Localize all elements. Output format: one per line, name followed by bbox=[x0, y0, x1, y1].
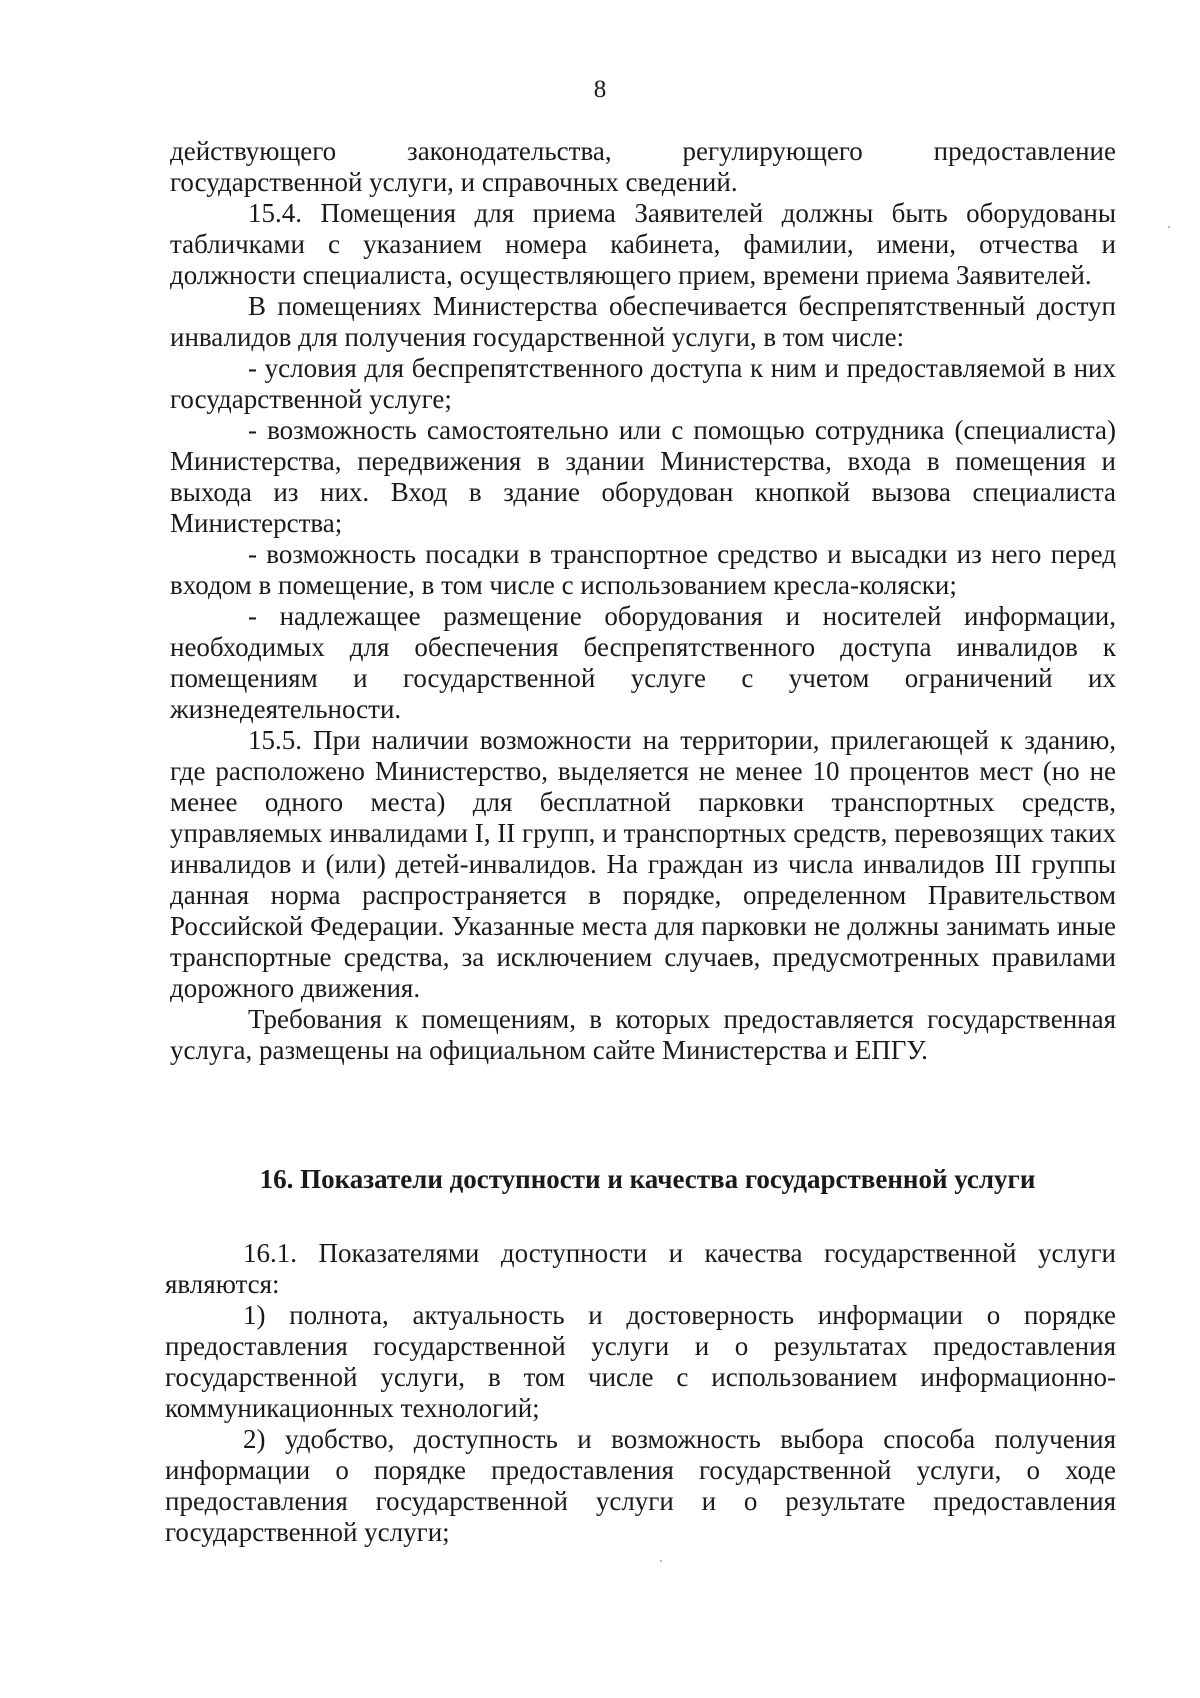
list-item-equipment: - надлежащее размещение оборудования и носителей информации, необходимых для обеспечения беспрепятственного доступа инвалидов к помещениям и государственной услуге с учетом ограничений их жизнедеятельности. bbox=[170, 601, 1116, 724]
section-15-text bbox=[170, 136, 1116, 1066]
paragraph-access-intro: В помещениях Министерства обеспечивается беспрепятственный доступ инвалидов для получения государственной услуги, в том числе: bbox=[170, 291, 1116, 352]
paragraph-16-1: 16.1. Показателями доступности и качества государственной услуги являются: bbox=[165, 1238, 1116, 1299]
paragraph-continuation: действующего законодательства, регулирующего предоставление государственной услуги, и справочных сведений. bbox=[170, 136, 1116, 197]
list-item-movement: - возможность самостоятельно или с помощью сотрудника (специалиста) Министерства, передвижения в здании Министерства, входа в помещения и выхода из них. Вход в здание оборудован кнопкой вызова специалиста Министерства; bbox=[170, 415, 1116, 538]
list-item-16-1-2: 2) удобство, доступность и возможность выбора способа получения информации о порядке предоставления государственной услуги, о ходе предоставления государственной услуги и о результате предоставления государственной услуги; bbox=[165, 1424, 1116, 1547]
section-16-text bbox=[165, 1238, 1116, 1548]
list-item-access-conditions: - условия для беспрепятственного доступа к ним и предоставляемой в них государственной услуге; bbox=[170, 353, 1116, 414]
paragraph-15-5: 15.5. При наличии возможности на территории, прилегающей к зданию, где расположено Министерство, выделяется не менее 10 процентов мест (но не менее одного места) для бесплатной парковки транспортных средств, управляемых инвалидами I, II групп, и транспортных средств, перевозящих таких инвалидов и (или) детей-инвалидов. На граждан из числа инвалидов III группы данная норма распространяется в порядке, определенном Правительством Российской Федерации. Указанные места для парковки не должны занимать иные транспортные средства, за исключением случаев, предусмотренных правилами дорожного движения. bbox=[170, 725, 1116, 1003]
list-item-16-1-1: 1) полнота, актуальность и достоверность информации о порядке предоставления государственной услуги и о результатах предоставления государственной услуги, в том числе с использованием информационно-коммуникационных технологий; bbox=[165, 1300, 1116, 1423]
scan-speck bbox=[660, 1560, 662, 1562]
paragraph-15-4: 15.4. Помещения для приема Заявителей должны быть оборудованы табличками с указанием номера кабинета, фамилии, имени, отчества и должности специалиста, осуществляющего прием, времени приема Заявителей. bbox=[170, 198, 1116, 290]
scan-speck bbox=[1168, 226, 1170, 228]
list-item-transport: - возможность посадки в транспортное средство и высадки из него перед входом в помещение, в том числе с использованием кресла-коляски; bbox=[170, 539, 1116, 600]
section-16-heading: 16. Показатели доступности и качества государственной услуги bbox=[259, 1164, 1036, 1194]
paragraph-requirements: Требования к помещениям, в которых предоставляется государственная услуга, размещены на официальном сайте Министерства и ЕПГУ. bbox=[170, 1004, 1116, 1065]
page-number: 8 bbox=[593, 76, 607, 103]
